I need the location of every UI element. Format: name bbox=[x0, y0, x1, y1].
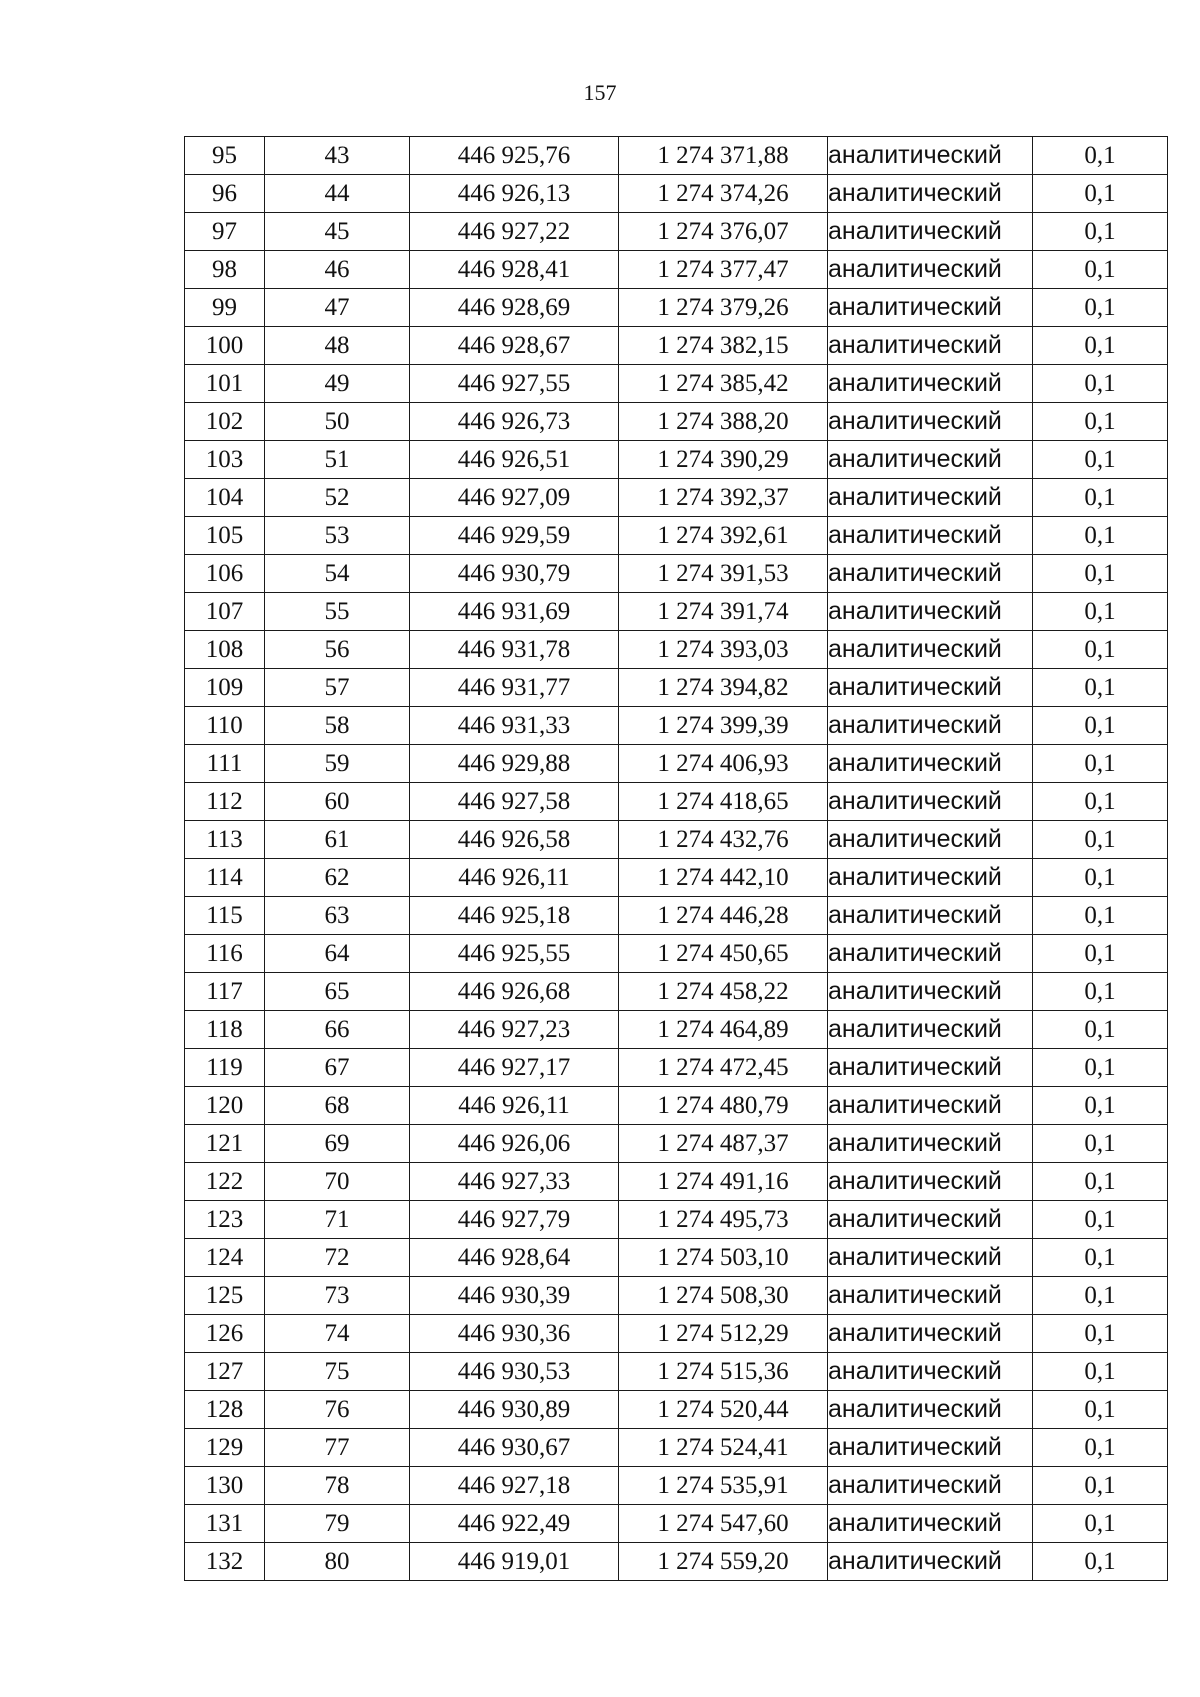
table-row bbox=[185, 1201, 1168, 1239]
method-cell: аналитический bbox=[828, 935, 1033, 973]
table-row bbox=[185, 1011, 1168, 1049]
table-row bbox=[185, 1277, 1168, 1315]
row-number-cell: 124 bbox=[185, 1239, 265, 1277]
accuracy-cell: 0,1 bbox=[1033, 897, 1168, 935]
point-number-cell: 73 bbox=[265, 1277, 410, 1315]
row-number-cell: 117 bbox=[185, 973, 265, 1011]
row-number-cell: 108 bbox=[185, 631, 265, 669]
point-number-cell: 69 bbox=[265, 1125, 410, 1163]
method-cell: аналитический bbox=[828, 1315, 1033, 1353]
accuracy-cell: 0,1 bbox=[1033, 1239, 1168, 1277]
point-number-cell: 61 bbox=[265, 821, 410, 859]
accuracy-cell: 0,1 bbox=[1033, 1125, 1168, 1163]
table-row bbox=[185, 479, 1168, 517]
row-number-cell: 100 bbox=[185, 327, 265, 365]
row-number-cell: 102 bbox=[185, 403, 265, 441]
method-cell: аналитический bbox=[828, 1353, 1033, 1391]
point-number-cell: 64 bbox=[265, 935, 410, 973]
table-row bbox=[185, 1239, 1168, 1277]
point-number-cell: 68 bbox=[265, 1087, 410, 1125]
x-coordinate-cell: 446 925,76 bbox=[410, 137, 619, 175]
point-number-cell: 43 bbox=[265, 137, 410, 175]
x-coordinate-cell: 446 919,01 bbox=[410, 1543, 619, 1581]
row-number-cell: 125 bbox=[185, 1277, 265, 1315]
table-row bbox=[185, 859, 1168, 897]
x-coordinate-cell: 446 926,73 bbox=[410, 403, 619, 441]
row-number-cell: 98 bbox=[185, 251, 265, 289]
row-number-cell: 101 bbox=[185, 365, 265, 403]
row-number-cell: 103 bbox=[185, 441, 265, 479]
y-coordinate-cell: 1 274 491,16 bbox=[619, 1163, 828, 1201]
method-cell: аналитический bbox=[828, 1239, 1033, 1277]
point-number-cell: 56 bbox=[265, 631, 410, 669]
accuracy-cell: 0,1 bbox=[1033, 1087, 1168, 1125]
table-row bbox=[185, 593, 1168, 631]
x-coordinate-cell: 446 930,36 bbox=[410, 1315, 619, 1353]
method-cell: аналитический bbox=[828, 897, 1033, 935]
method-cell: аналитический bbox=[828, 1391, 1033, 1429]
accuracy-cell: 0,1 bbox=[1033, 1049, 1168, 1087]
accuracy-cell: 0,1 bbox=[1033, 479, 1168, 517]
row-number-cell: 110 bbox=[185, 707, 265, 745]
accuracy-cell: 0,1 bbox=[1033, 1011, 1168, 1049]
x-coordinate-cell: 446 927,18 bbox=[410, 1467, 619, 1505]
accuracy-cell: 0,1 bbox=[1033, 631, 1168, 669]
point-number-cell: 71 bbox=[265, 1201, 410, 1239]
table-row bbox=[185, 1391, 1168, 1429]
accuracy-cell: 0,1 bbox=[1033, 251, 1168, 289]
y-coordinate-cell: 1 274 535,91 bbox=[619, 1467, 828, 1505]
y-coordinate-cell: 1 274 495,73 bbox=[619, 1201, 828, 1239]
accuracy-cell: 0,1 bbox=[1033, 365, 1168, 403]
table-row bbox=[185, 1467, 1168, 1505]
point-number-cell: 63 bbox=[265, 897, 410, 935]
table-row bbox=[185, 365, 1168, 403]
x-coordinate-cell: 446 926,58 bbox=[410, 821, 619, 859]
table-row bbox=[185, 251, 1168, 289]
y-coordinate-cell: 1 274 371,88 bbox=[619, 137, 828, 175]
method-cell: аналитический bbox=[828, 327, 1033, 365]
x-coordinate-cell: 446 927,79 bbox=[410, 1201, 619, 1239]
point-number-cell: 53 bbox=[265, 517, 410, 555]
accuracy-cell: 0,1 bbox=[1033, 137, 1168, 175]
table-row bbox=[185, 1087, 1168, 1125]
method-cell: аналитический bbox=[828, 517, 1033, 555]
y-coordinate-cell: 1 274 515,36 bbox=[619, 1353, 828, 1391]
method-cell: аналитический bbox=[828, 403, 1033, 441]
point-number-cell: 51 bbox=[265, 441, 410, 479]
point-number-cell: 58 bbox=[265, 707, 410, 745]
point-number-cell: 60 bbox=[265, 783, 410, 821]
method-cell: аналитический bbox=[828, 1049, 1033, 1087]
x-coordinate-cell: 446 925,18 bbox=[410, 897, 619, 935]
method-cell: аналитический bbox=[828, 1087, 1033, 1125]
x-coordinate-cell: 446 928,64 bbox=[410, 1239, 619, 1277]
table-row bbox=[185, 1429, 1168, 1467]
y-coordinate-cell: 1 274 392,61 bbox=[619, 517, 828, 555]
method-cell: аналитический bbox=[828, 1543, 1033, 1581]
y-coordinate-cell: 1 274 524,41 bbox=[619, 1429, 828, 1467]
x-coordinate-cell: 446 926,68 bbox=[410, 973, 619, 1011]
table-row bbox=[185, 745, 1168, 783]
table-row bbox=[185, 1163, 1168, 1201]
y-coordinate-cell: 1 274 432,76 bbox=[619, 821, 828, 859]
row-number-cell: 131 bbox=[185, 1505, 265, 1543]
method-cell: аналитический bbox=[828, 745, 1033, 783]
table-row bbox=[185, 555, 1168, 593]
table-row bbox=[185, 935, 1168, 973]
method-cell: аналитический bbox=[828, 669, 1033, 707]
point-number-cell: 78 bbox=[265, 1467, 410, 1505]
table-row bbox=[185, 1353, 1168, 1391]
coordinates-table-body bbox=[185, 137, 1168, 1581]
method-cell: аналитический bbox=[828, 175, 1033, 213]
x-coordinate-cell: 446 930,39 bbox=[410, 1277, 619, 1315]
table-row bbox=[185, 289, 1168, 327]
accuracy-cell: 0,1 bbox=[1033, 1163, 1168, 1201]
point-number-cell: 47 bbox=[265, 289, 410, 327]
x-coordinate-cell: 446 927,58 bbox=[410, 783, 619, 821]
y-coordinate-cell: 1 274 464,89 bbox=[619, 1011, 828, 1049]
y-coordinate-cell: 1 274 385,42 bbox=[619, 365, 828, 403]
accuracy-cell: 0,1 bbox=[1033, 821, 1168, 859]
point-number-cell: 46 bbox=[265, 251, 410, 289]
row-number-cell: 121 bbox=[185, 1125, 265, 1163]
method-cell: аналитический bbox=[828, 441, 1033, 479]
method-cell: аналитический bbox=[828, 1201, 1033, 1239]
table-row bbox=[185, 897, 1168, 935]
point-number-cell: 45 bbox=[265, 213, 410, 251]
x-coordinate-cell: 446 928,67 bbox=[410, 327, 619, 365]
row-number-cell: 127 bbox=[185, 1353, 265, 1391]
x-coordinate-cell: 446 927,55 bbox=[410, 365, 619, 403]
method-cell: аналитический bbox=[828, 365, 1033, 403]
y-coordinate-cell: 1 274 480,79 bbox=[619, 1087, 828, 1125]
y-coordinate-cell: 1 274 392,37 bbox=[619, 479, 828, 517]
row-number-cell: 115 bbox=[185, 897, 265, 935]
accuracy-cell: 0,1 bbox=[1033, 555, 1168, 593]
y-coordinate-cell: 1 274 446,28 bbox=[619, 897, 828, 935]
x-coordinate-cell: 446 930,79 bbox=[410, 555, 619, 593]
row-number-cell: 128 bbox=[185, 1391, 265, 1429]
point-number-cell: 55 bbox=[265, 593, 410, 631]
method-cell: аналитический bbox=[828, 593, 1033, 631]
row-number-cell: 129 bbox=[185, 1429, 265, 1467]
method-cell: аналитический bbox=[828, 289, 1033, 327]
row-number-cell: 112 bbox=[185, 783, 265, 821]
table-row bbox=[185, 213, 1168, 251]
y-coordinate-cell: 1 274 512,29 bbox=[619, 1315, 828, 1353]
table-row bbox=[185, 707, 1168, 745]
y-coordinate-cell: 1 274 382,15 bbox=[619, 327, 828, 365]
table-row bbox=[185, 821, 1168, 859]
y-coordinate-cell: 1 274 379,26 bbox=[619, 289, 828, 327]
accuracy-cell: 0,1 bbox=[1033, 327, 1168, 365]
method-cell: аналитический bbox=[828, 1429, 1033, 1467]
table-row bbox=[185, 1505, 1168, 1543]
point-number-cell: 44 bbox=[265, 175, 410, 213]
row-number-cell: 96 bbox=[185, 175, 265, 213]
accuracy-cell: 0,1 bbox=[1033, 1429, 1168, 1467]
coordinates-table bbox=[184, 136, 1168, 1581]
x-coordinate-cell: 446 928,69 bbox=[410, 289, 619, 327]
method-cell: аналитический bbox=[828, 137, 1033, 175]
method-cell: аналитический bbox=[828, 973, 1033, 1011]
x-coordinate-cell: 446 931,69 bbox=[410, 593, 619, 631]
y-coordinate-cell: 1 274 450,65 bbox=[619, 935, 828, 973]
accuracy-cell: 0,1 bbox=[1033, 441, 1168, 479]
y-coordinate-cell: 1 274 458,22 bbox=[619, 973, 828, 1011]
page-number: 157 bbox=[583, 80, 617, 105]
table-row bbox=[185, 441, 1168, 479]
table-row bbox=[185, 175, 1168, 213]
x-coordinate-cell: 446 931,77 bbox=[410, 669, 619, 707]
y-coordinate-cell: 1 274 547,60 bbox=[619, 1505, 828, 1543]
table-row bbox=[185, 403, 1168, 441]
y-coordinate-cell: 1 274 472,45 bbox=[619, 1049, 828, 1087]
x-coordinate-cell: 446 929,59 bbox=[410, 517, 619, 555]
y-coordinate-cell: 1 274 399,39 bbox=[619, 707, 828, 745]
table-row bbox=[185, 973, 1168, 1011]
accuracy-cell: 0,1 bbox=[1033, 1505, 1168, 1543]
y-coordinate-cell: 1 274 487,37 bbox=[619, 1125, 828, 1163]
accuracy-cell: 0,1 bbox=[1033, 973, 1168, 1011]
point-number-cell: 77 bbox=[265, 1429, 410, 1467]
x-coordinate-cell: 446 926,11 bbox=[410, 1087, 619, 1125]
point-number-cell: 48 bbox=[265, 327, 410, 365]
accuracy-cell: 0,1 bbox=[1033, 935, 1168, 973]
y-coordinate-cell: 1 274 391,74 bbox=[619, 593, 828, 631]
y-coordinate-cell: 1 274 559,20 bbox=[619, 1543, 828, 1581]
row-number-cell: 116 bbox=[185, 935, 265, 973]
x-coordinate-cell: 446 926,51 bbox=[410, 441, 619, 479]
x-coordinate-cell: 446 927,23 bbox=[410, 1011, 619, 1049]
table-row bbox=[185, 1125, 1168, 1163]
point-number-cell: 54 bbox=[265, 555, 410, 593]
point-number-cell: 62 bbox=[265, 859, 410, 897]
row-number-cell: 120 bbox=[185, 1087, 265, 1125]
point-number-cell: 57 bbox=[265, 669, 410, 707]
accuracy-cell: 0,1 bbox=[1033, 1277, 1168, 1315]
point-number-cell: 76 bbox=[265, 1391, 410, 1429]
row-number-cell: 113 bbox=[185, 821, 265, 859]
x-coordinate-cell: 446 931,33 bbox=[410, 707, 619, 745]
row-number-cell: 97 bbox=[185, 213, 265, 251]
y-coordinate-cell: 1 274 442,10 bbox=[619, 859, 828, 897]
point-number-cell: 67 bbox=[265, 1049, 410, 1087]
point-number-cell: 74 bbox=[265, 1315, 410, 1353]
accuracy-cell: 0,1 bbox=[1033, 289, 1168, 327]
accuracy-cell: 0,1 bbox=[1033, 707, 1168, 745]
x-coordinate-cell: 446 925,55 bbox=[410, 935, 619, 973]
x-coordinate-cell: 446 927,22 bbox=[410, 213, 619, 251]
row-number-cell: 114 bbox=[185, 859, 265, 897]
table-row bbox=[185, 783, 1168, 821]
x-coordinate-cell: 446 929,88 bbox=[410, 745, 619, 783]
point-number-cell: 72 bbox=[265, 1239, 410, 1277]
row-number-cell: 111 bbox=[185, 745, 265, 783]
y-coordinate-cell: 1 274 393,03 bbox=[619, 631, 828, 669]
row-number-cell: 126 bbox=[185, 1315, 265, 1353]
table-row bbox=[185, 1315, 1168, 1353]
row-number-cell: 130 bbox=[185, 1467, 265, 1505]
table-row bbox=[185, 669, 1168, 707]
table-row bbox=[185, 1543, 1168, 1581]
point-number-cell: 52 bbox=[265, 479, 410, 517]
point-number-cell: 49 bbox=[265, 365, 410, 403]
point-number-cell: 79 bbox=[265, 1505, 410, 1543]
method-cell: аналитический bbox=[828, 1467, 1033, 1505]
method-cell: аналитический bbox=[828, 1011, 1033, 1049]
method-cell: аналитический bbox=[828, 783, 1033, 821]
row-number-cell: 106 bbox=[185, 555, 265, 593]
accuracy-cell: 0,1 bbox=[1033, 1353, 1168, 1391]
y-coordinate-cell: 1 274 391,53 bbox=[619, 555, 828, 593]
row-number-cell: 95 bbox=[185, 137, 265, 175]
x-coordinate-cell: 446 930,53 bbox=[410, 1353, 619, 1391]
x-coordinate-cell: 446 931,78 bbox=[410, 631, 619, 669]
x-coordinate-cell: 446 930,67 bbox=[410, 1429, 619, 1467]
point-number-cell: 65 bbox=[265, 973, 410, 1011]
x-coordinate-cell: 446 926,06 bbox=[410, 1125, 619, 1163]
method-cell: аналитический bbox=[828, 251, 1033, 289]
table-row bbox=[185, 517, 1168, 555]
accuracy-cell: 0,1 bbox=[1033, 1467, 1168, 1505]
y-coordinate-cell: 1 274 376,07 bbox=[619, 213, 828, 251]
accuracy-cell: 0,1 bbox=[1033, 593, 1168, 631]
point-number-cell: 66 bbox=[265, 1011, 410, 1049]
y-coordinate-cell: 1 274 394,82 bbox=[619, 669, 828, 707]
y-coordinate-cell: 1 274 520,44 bbox=[619, 1391, 828, 1429]
method-cell: аналитический bbox=[828, 213, 1033, 251]
point-number-cell: 50 bbox=[265, 403, 410, 441]
accuracy-cell: 0,1 bbox=[1033, 1201, 1168, 1239]
accuracy-cell: 0,1 bbox=[1033, 745, 1168, 783]
method-cell: аналитический bbox=[828, 479, 1033, 517]
x-coordinate-cell: 446 928,41 bbox=[410, 251, 619, 289]
y-coordinate-cell: 1 274 388,20 bbox=[619, 403, 828, 441]
accuracy-cell: 0,1 bbox=[1033, 403, 1168, 441]
method-cell: аналитический bbox=[828, 1125, 1033, 1163]
accuracy-cell: 0,1 bbox=[1033, 859, 1168, 897]
point-number-cell: 59 bbox=[265, 745, 410, 783]
accuracy-cell: 0,1 bbox=[1033, 517, 1168, 555]
y-coordinate-cell: 1 274 374,26 bbox=[619, 175, 828, 213]
x-coordinate-cell: 446 922,49 bbox=[410, 1505, 619, 1543]
x-coordinate-cell: 446 926,13 bbox=[410, 175, 619, 213]
method-cell: аналитический bbox=[828, 1277, 1033, 1315]
table-row bbox=[185, 631, 1168, 669]
row-number-cell: 118 bbox=[185, 1011, 265, 1049]
row-number-cell: 119 bbox=[185, 1049, 265, 1087]
y-coordinate-cell: 1 274 406,93 bbox=[619, 745, 828, 783]
y-coordinate-cell: 1 274 503,10 bbox=[619, 1239, 828, 1277]
table-row bbox=[185, 1049, 1168, 1087]
accuracy-cell: 0,1 bbox=[1033, 213, 1168, 251]
point-number-cell: 70 bbox=[265, 1163, 410, 1201]
method-cell: аналитический bbox=[828, 821, 1033, 859]
x-coordinate-cell: 446 927,09 bbox=[410, 479, 619, 517]
method-cell: аналитический bbox=[828, 1505, 1033, 1543]
y-coordinate-cell: 1 274 508,30 bbox=[619, 1277, 828, 1315]
point-number-cell: 80 bbox=[265, 1543, 410, 1581]
accuracy-cell: 0,1 bbox=[1033, 669, 1168, 707]
method-cell: аналитический bbox=[828, 631, 1033, 669]
x-coordinate-cell: 446 926,11 bbox=[410, 859, 619, 897]
method-cell: аналитический bbox=[828, 859, 1033, 897]
x-coordinate-cell: 446 927,17 bbox=[410, 1049, 619, 1087]
method-cell: аналитический bbox=[828, 707, 1033, 745]
accuracy-cell: 0,1 bbox=[1033, 175, 1168, 213]
table-row bbox=[185, 137, 1168, 175]
x-coordinate-cell: 446 930,89 bbox=[410, 1391, 619, 1429]
table-row bbox=[185, 327, 1168, 365]
row-number-cell: 109 bbox=[185, 669, 265, 707]
accuracy-cell: 0,1 bbox=[1033, 783, 1168, 821]
row-number-cell: 107 bbox=[185, 593, 265, 631]
row-number-cell: 104 bbox=[185, 479, 265, 517]
row-number-cell: 122 bbox=[185, 1163, 265, 1201]
row-number-cell: 99 bbox=[185, 289, 265, 327]
y-coordinate-cell: 1 274 390,29 bbox=[619, 441, 828, 479]
point-number-cell: 75 bbox=[265, 1353, 410, 1391]
method-cell: аналитический bbox=[828, 555, 1033, 593]
row-number-cell: 105 bbox=[185, 517, 265, 555]
accuracy-cell: 0,1 bbox=[1033, 1543, 1168, 1581]
accuracy-cell: 0,1 bbox=[1033, 1391, 1168, 1429]
method-cell: аналитический bbox=[828, 1163, 1033, 1201]
x-coordinate-cell: 446 927,33 bbox=[410, 1163, 619, 1201]
y-coordinate-cell: 1 274 377,47 bbox=[619, 251, 828, 289]
accuracy-cell: 0,1 bbox=[1033, 1315, 1168, 1353]
row-number-cell: 132 bbox=[185, 1543, 265, 1581]
y-coordinate-cell: 1 274 418,65 bbox=[619, 783, 828, 821]
row-number-cell: 123 bbox=[185, 1201, 265, 1239]
